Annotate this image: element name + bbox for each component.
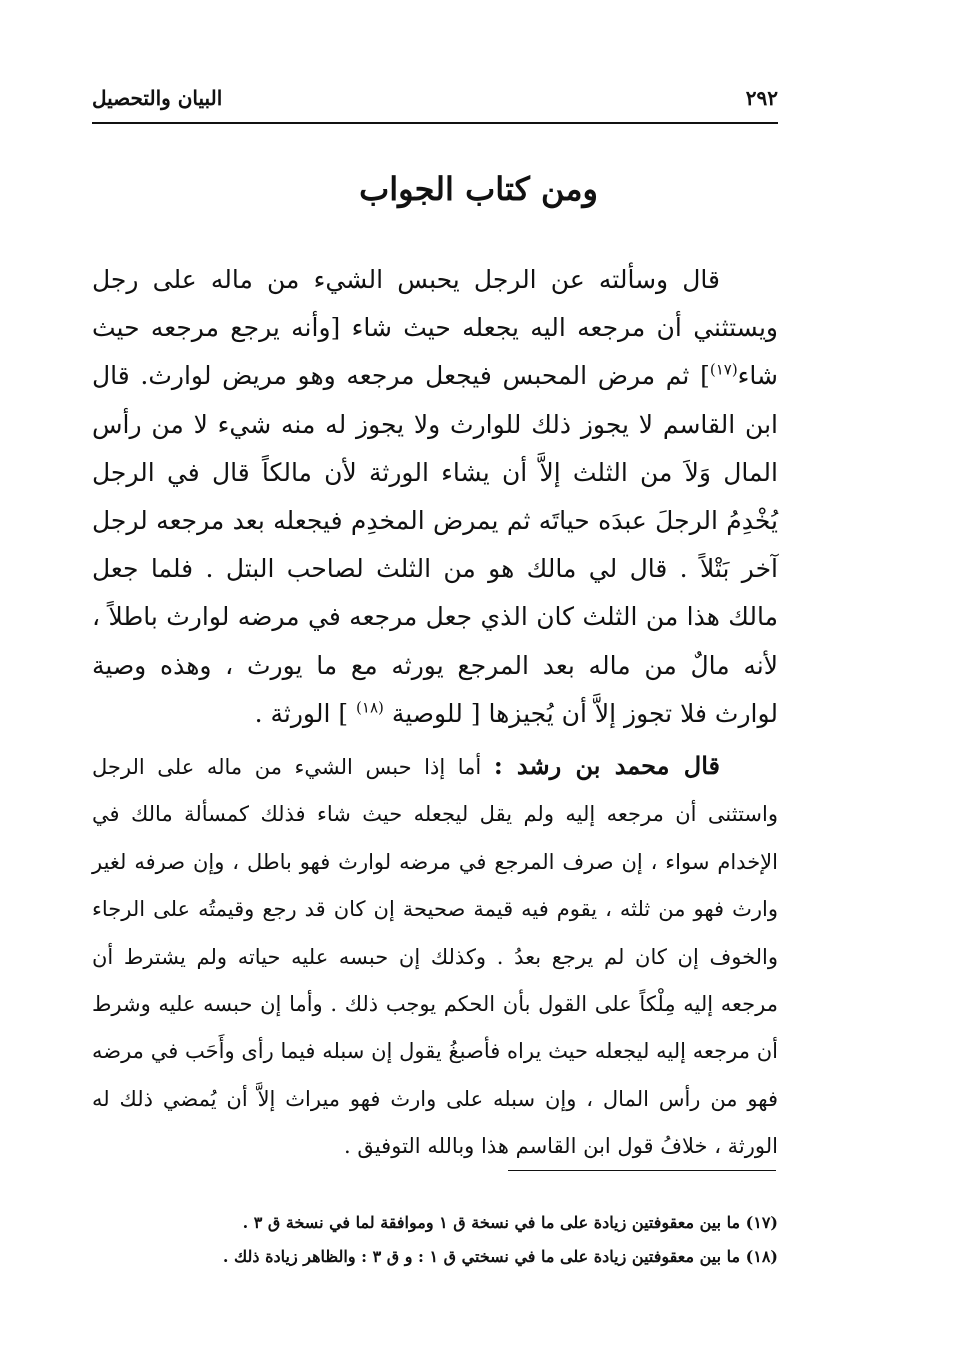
body-paragraph-2 — [92, 742, 778, 1171]
footnote-reference-17: (١٧) — [709, 361, 738, 380]
paragraph-text: قال وسألته عن الرجل يحبس الشيء من ماله على رجل ويستثني أن مرجعه اليه يجعله حيث شاء [وأنه يرجع مرجعه حيث شاء — [92, 265, 778, 391]
footnote-17: (١٧) ما بين معقوفتين زيادة على ما في نسخة ق ١ وموافقة لما في نسخة ق ٣ . — [242, 1213, 778, 1232]
paragraph-text: ] الورثة . — [254, 698, 349, 728]
running-header — [92, 82, 778, 124]
page-number: ٢٩٢ — [745, 86, 778, 110]
footnote-18: (١٨) ما بين معقوفتين زيادة على ما في نسختي ق ١ : و ق ٣ : والظاهر زيادة ذلك . — [222, 1247, 778, 1266]
paragraph-text: أما إذا حبس الشيء من ماله على الرجل واستثنى أن مرجعه إليه ولم يقل ليجعله حيث شاء فذلك كمسألة مالك في الإخدام سواء ، إن صرف المرجع في مرضه لوارث فهو باطل ، وإن صرفه لغير وارث فهو من ثلثه ، يقوم فيه قيمة صحيحة إن كان قد رجع وقيمتُه على الرجاء والخوف إن كان لم يرجع بعدُ . وكذلك إن حبسه عليه حياته ولم يشترط أن مرجعه إليه مِلْكاً على القول بأن الحكم يوجب ذلك . وأما إن حبسه عليه وشرط أن مرجعه إليه ليجعله حيث يراه فأصبغُ يقول إن سبله فيما رأى وأَحَب في مرضه فهو من رأس المال ، وإن سبله على وارث فهو ميراث إلاَّ أن يُمضي ذلك له الورثة ، خلافُ قول ابن القاسم هذا وبالله التوفيق . — [92, 755, 778, 1159]
chapter-title: ومن كتاب الجواب — [359, 170, 598, 208]
body-paragraph-1 — [92, 256, 778, 738]
footnote-divider — [508, 1170, 776, 1171]
paragraph-text: ] ثم مرض المحبس فيجعل مرجعه وهو مريض لوارث. قال ابن القاسم لا يجوز ذلك للوارث ولا يجوز له منه شيء لا من رأس المال وَلاَ من الثلث إلاَّ أن يشاء الورثة لأن مالكاً قال في الرجل يُخْدِمُ الرجلَ عبدَه حياتَه ثم يمرض المخدِم فيجعله بعد مرجعه لرجل آخر بَتْلاً . قال لي مالك هو من الثلث لصاحب البتل . فلما جعل مالك هذا من الثلث كان الذي جعل مرجعه في مرضه لوارث باطلاً ، لأنه مالٌ من ماله بعد المرجع يورثه مع ما يورث ، وهذه وصية لوارث فلا تجوز إلاَّ أن يُجيزها [ للوصية — [92, 361, 778, 728]
footnote-reference-18: (١٨) — [356, 698, 384, 717]
footnotes — [92, 1206, 778, 1274]
book-title: البيان والتحصيل — [92, 86, 223, 110]
speaker-label: قال محمد بن رشد : — [493, 751, 720, 780]
